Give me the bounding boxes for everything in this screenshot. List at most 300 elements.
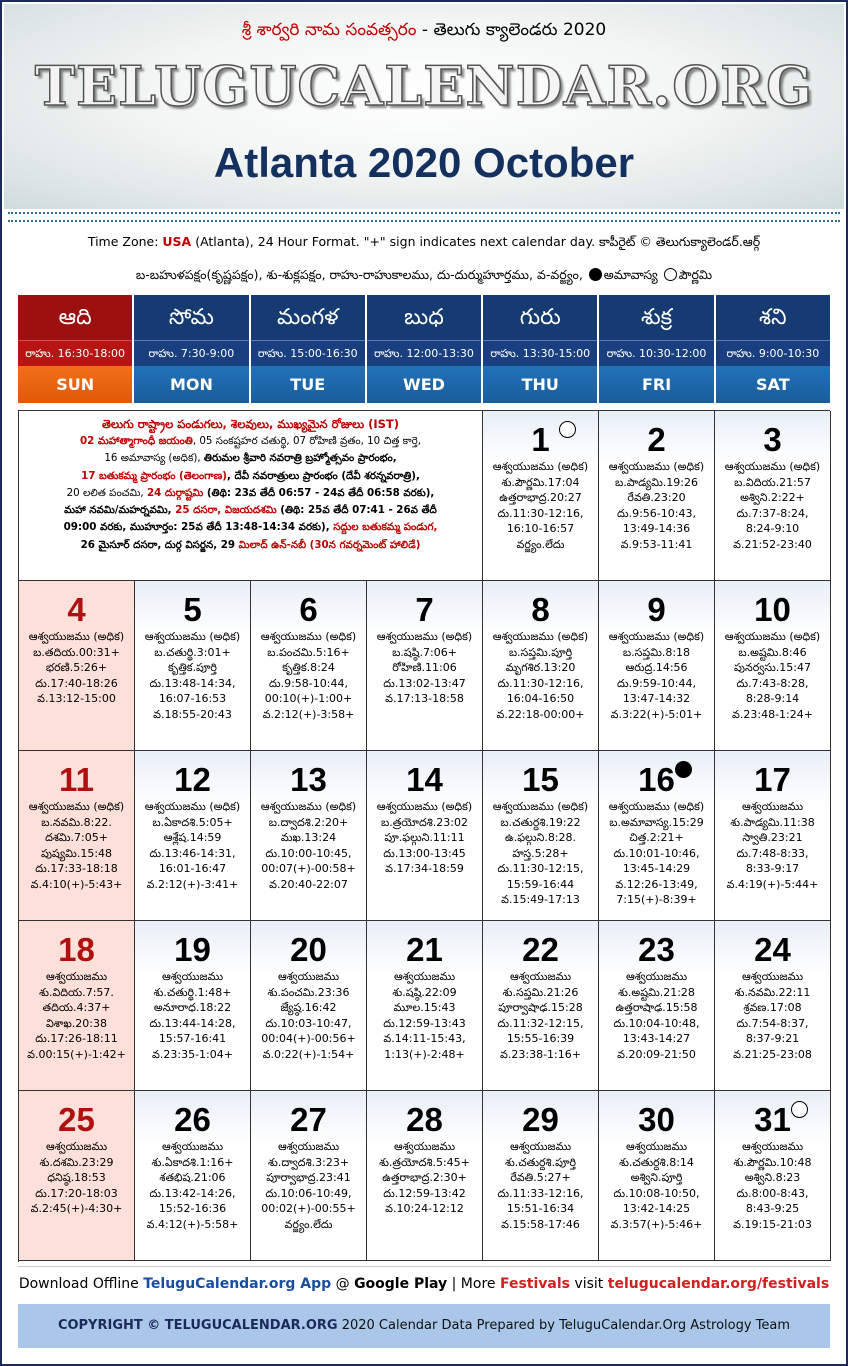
festival-line: [23, 450, 478, 467]
festival-text: , 05 సంకష్టహర చతుర్థి, 07 రోహిణి వ్రతం, 10 చిత్త కార్తె,: [192, 435, 421, 447]
weekday-telugu: శుక్ర: [599, 295, 713, 340]
festival-highlight: 17 బతుకమ్మ ప్రారంభం (తెలంగాణ): [81, 469, 227, 482]
at-sign: @: [331, 1276, 355, 1292]
panchang-line: ఆశ్వయుజము (అధిక): [724, 460, 821, 473]
panchang-line: 16:07-16:53: [158, 692, 227, 705]
separator-text: | More: [447, 1276, 500, 1292]
day-cell: [367, 1091, 483, 1261]
panchang-line: దు.13:02-13:47: [383, 676, 466, 690]
app-link[interactable]: TeluguCalendar.org App: [143, 1276, 332, 1292]
panchang-line: ఆశ్వయుజము (అధిక): [608, 460, 705, 473]
pournami-icon: [559, 421, 576, 438]
panchang-line: దశమి.7:05+: [45, 831, 108, 844]
panchang-line: ఆశ్వయుజము (అధిక): [492, 630, 589, 643]
panchang-line: బ.షష్ఠి.7:06+: [392, 645, 457, 659]
panchang-line: ఆశ్వయుజము: [277, 1140, 340, 1153]
panchang-line: దు.7:54-8:37,: [736, 1016, 809, 1030]
weekday-header: [18, 295, 830, 403]
day-cell: [251, 1091, 367, 1261]
panchang-line: ఆరుద్ర.14:56: [625, 661, 688, 674]
panchang-line: ఆశ్వయుజము (అధిక): [144, 630, 241, 643]
panchang-line: ఉత్తరాభాద్ర.20:27: [499, 491, 582, 504]
day-cell: [135, 921, 251, 1091]
panchang-line: ఉత్తరాషాఢ.15:58: [615, 1001, 698, 1014]
weekday-english: SUN: [18, 366, 132, 403]
panchang-line: 15:55-16:39: [506, 1032, 575, 1045]
panchang-line: ఆశ్వయుజము: [741, 1140, 804, 1153]
panchang-line: కృత్తిక.పూర్తి: [168, 661, 217, 674]
panchang-line: జ్యేష్ఠ.16:42: [280, 1001, 337, 1014]
rahukalam-time: రాహు. 9:00-10:30: [716, 340, 830, 366]
day-number: 10: [754, 591, 791, 628]
festival-line: [23, 433, 478, 450]
panchang-line: శు.షష్ఠి.22:09: [392, 985, 457, 999]
weekday-header-sun: [18, 295, 132, 403]
panchang-line: వ.3:57(+)-5:46+: [610, 1217, 703, 1231]
panchang-line: దు.11:33-12:16,: [497, 1186, 584, 1200]
weekday-english: MON: [134, 366, 248, 403]
copyright-text: COPYRIGHT © TELUGUCALENDAR.ORG: [57, 1318, 338, 1333]
day-cell: [599, 751, 715, 921]
rahukalam-time: రాహు. 10:30-12:00: [599, 340, 713, 366]
panchang-line: దు.9:59-10:44,: [617, 676, 696, 690]
panchang-line: బ.సప్తమి.పూర్తి: [508, 645, 573, 659]
rahukalam-time: రాహు. 16:30-18:00: [18, 340, 132, 366]
weekday-english: SAT: [716, 366, 830, 403]
abbreviation-legend: [2, 264, 846, 286]
panchang-line: దు.13:44-14:28,: [149, 1016, 236, 1030]
panchang-line: శు.పౌర్ణమి.10:48: [733, 1155, 812, 1169]
panchang-line: వర్జ్యం.లేదు: [284, 1217, 333, 1231]
panchang-line: ధనిష్ఠ.18:53: [47, 1171, 106, 1184]
festival-text: (తిథి: 25వ తేదీ 07:41 - 26వ తేదీ: [276, 504, 437, 517]
festivals-link[interactable]: telugucalendar.org/festivals: [607, 1276, 830, 1292]
weekday-english: WED: [367, 366, 481, 403]
panchang-line: 15:52-16:36: [158, 1202, 227, 1215]
festival-line: [23, 519, 478, 536]
weekday-header-wed: [367, 295, 481, 403]
panchang-line: బ.ఏకాదశి.5:05+: [152, 815, 233, 829]
panchang-line: 15:51-16:34: [506, 1202, 575, 1215]
panchang-line: ఆశ్వయుజము (అధిక): [492, 460, 589, 473]
festival-text: 26 మైసూర్ దసరా, దుర్గ విసర్జన, 29: [80, 538, 239, 551]
day-cell: [135, 751, 251, 921]
timezone-note: [2, 232, 846, 252]
day-number: 8: [531, 591, 550, 628]
day-cell: [483, 411, 599, 581]
weekday-header-sat: [716, 295, 830, 403]
panchang-line: శు.నవమి.22:11: [734, 985, 811, 999]
day-number: 26: [174, 1101, 211, 1138]
day-number: 14: [406, 761, 443, 798]
festival-text: 09:00 వరకు, ముహూర్తం: 25వ తేదీ 13:48-14:34 వరకు),: [63, 521, 334, 534]
panchang-line: పూ.ఫల్గుని.11:11: [384, 831, 465, 844]
panchang-line: వ.4:10(+)-5:43+: [30, 877, 123, 891]
panchang-line: ఆశ్లేష.14:59: [163, 831, 222, 844]
panchang-line: శు.దశమి.23:29: [39, 1155, 114, 1169]
day-number: 28: [406, 1101, 443, 1138]
day-number: 25: [58, 1101, 95, 1138]
panchang-line: అశ్విని.8:23: [744, 1171, 801, 1184]
panchang-line: ఆశ్వయుజము: [393, 970, 456, 983]
site-logo: TELUGUCALENDAR.ORG: [34, 54, 814, 118]
weekday-telugu: గురు: [483, 295, 597, 340]
weekday-header-fri: [599, 295, 713, 403]
day-number: 2: [647, 421, 666, 458]
panchang-line: హస్త.5:28+: [512, 846, 569, 860]
visit-text: visit: [570, 1276, 608, 1292]
panchang-line: దు.8:00-8:43,: [736, 1186, 809, 1200]
download-prefix: Download Offline: [18, 1276, 144, 1292]
day-cell: [367, 581, 483, 751]
panchang-line: వ.23:38-1:16+: [500, 1047, 581, 1061]
day-number: 24: [754, 931, 791, 968]
panchang-line: విశాఖ.20:38: [45, 1016, 108, 1030]
panchang-line: వ.00:15(+)-1:42+: [27, 1047, 126, 1061]
panchang-line: శు.పాడ్యమి.11:38: [730, 815, 815, 829]
day-number: 30: [638, 1101, 675, 1138]
panchang-line: ఆశ్వయుజము (అధిక): [608, 800, 705, 813]
panchang-line: 13:45-14:29: [622, 862, 691, 875]
panchang-line: 8:28-9:14: [745, 692, 800, 705]
festival-text: , దేవీ నవరాత్రులు ప్రారంభం (దేవీ శరన్నవరాత్రి),: [226, 469, 420, 482]
panchang-line: వ.15:58-17:46: [501, 1217, 580, 1231]
day-cell: [251, 751, 367, 921]
panchang-line: మఖ.13:24: [280, 831, 337, 844]
panchang-line: దు.17:26-18:11: [35, 1032, 118, 1045]
panchang-line: దు.13:48-14:34,: [149, 676, 236, 690]
day-cell: [367, 921, 483, 1091]
legend-text: బ-బహుళపక్షం(కృష్ణపక్షం), శు-శుక్లపక్షం, రాహు-రాహుకాలము, దు-దుర్ముహూర్తము, వ-వర్జ్యం,: [135, 267, 583, 282]
panchang-line: 13:42-14:25: [622, 1202, 691, 1215]
panchang-line: దు.10:04-10:48,: [613, 1016, 700, 1030]
panchang-line: పూర్వాషాఢ.15:28: [498, 1001, 583, 1014]
festival-line: [23, 485, 478, 502]
panchang-line: రేవతి.5:27+: [510, 1171, 571, 1184]
festival-line: [23, 502, 478, 519]
rahukalam-time: రాహు. 15:00-16:30: [251, 340, 365, 366]
panchang-line: 8:43-9:25: [745, 1202, 800, 1215]
panchang-line: స్వాతి.23:21: [742, 831, 803, 844]
panchang-line: వ.17:34-18:59: [385, 862, 464, 875]
festival-text: 20 లలిత పంచమి,: [66, 486, 147, 499]
festival-highlight: 24 దుర్గాష్టమి: [146, 486, 204, 499]
panchang-line: దు.9:58-10:44,: [269, 676, 348, 690]
day-cell: [715, 751, 831, 921]
day-cell: [483, 581, 599, 751]
legend-pournami: పౌర్ణమి: [678, 267, 713, 282]
panchang-line: వ.20:09-21:50: [617, 1047, 696, 1061]
day-cell: [715, 921, 831, 1091]
panchang-line: దు.10:00-10:45,: [265, 846, 352, 860]
weekday-telugu: సోమ: [134, 295, 248, 340]
day-cell: [715, 581, 831, 751]
day-number: 7: [415, 591, 434, 628]
panchang-line: అశ్విని.2:22+: [740, 491, 805, 504]
panchang-line: 13:49-14:36: [622, 522, 691, 535]
panchang-line: 1:13(+)-2:48+: [384, 1047, 465, 1061]
weekday-telugu: బుధ: [367, 295, 481, 340]
panchang-line: 7:15(+)-8:39+: [616, 893, 697, 906]
weekday-english: FRI: [599, 366, 713, 403]
panchang-line: అనూరాధ.18:22: [153, 1001, 232, 1014]
samvatsaram-name: శ్రీ శార్వరి నామ సంవత్సరం: [241, 20, 417, 40]
panchang-line: బ.ద్వాదశి.2:20+: [268, 815, 349, 829]
panchang-line: బ.పంచమి.5:16+: [267, 645, 350, 659]
festival-highlight: 25 దసరా, విజయదశమి: [175, 504, 277, 517]
panchang-line: ఆశ్వయుజము: [277, 970, 340, 983]
panchang-line: దు.7:43-8:28,: [736, 676, 809, 690]
day-cell: [715, 411, 831, 581]
panchang-line: బ.చతుర్థి.3:01+: [154, 645, 231, 659]
panchang-line: పుష్యమి.15:48: [40, 846, 113, 860]
google-play-link[interactable]: Google Play: [354, 1276, 448, 1292]
panchang-line: ఆశ్వయుజము (అధిక): [260, 800, 357, 813]
panchang-line: వ.10:24-12:12: [385, 1202, 464, 1215]
pournami-icon: [791, 1101, 808, 1118]
festival-text: (తిథి: 23వ తేదీ 06:57 - 24వ తేదీ 06:58 వరకు),: [203, 486, 435, 499]
rahukalam-time: రాహు. 7:30-9:00: [134, 340, 248, 366]
panchang-line: శు.చతుర్థి.1:48+: [153, 985, 232, 999]
legend-amavasya: అమావాస్య: [603, 267, 658, 282]
panchang-line: ఆశ్వయుజము: [509, 1140, 572, 1153]
amavasya-icon: [675, 761, 692, 778]
panchang-line: బ.విదియ.21:57: [734, 475, 811, 489]
panchang-line: ఆశ్వయుజము: [625, 970, 688, 983]
panchang-line: దు.11:30-12:16,: [497, 506, 584, 520]
panchang-line: వ.15:49-17:13: [501, 893, 580, 906]
panchang-line: బ.తదియ.00:31+: [33, 645, 120, 659]
panchang-line: శు.చతుర్దశి.8:14: [619, 1155, 694, 1169]
festival-text: మహా నవమి/మహర్నవమి,: [64, 504, 176, 517]
panchang-line: ఉ.ఫల్గుని.8:28.: [504, 831, 577, 844]
panchang-line: దు.7:48-8:33,: [736, 846, 809, 860]
panchang-line: ఆశ్వయుజము: [45, 1140, 108, 1153]
panchang-line: వ.17:13-18:58: [385, 692, 464, 705]
prepared-by-text: 2020 Calendar Data Prepared by TeluguCalendar.Org Astrology Team: [337, 1318, 791, 1333]
panchang-line: దు.13:00-13:45: [383, 846, 466, 860]
festival-title: తెలుగు రాష్ట్రాల పండుగలు, శెలవులు, ముఖ్యమైన రోజులు (IST): [101, 417, 400, 431]
panchang-line: శు.ఏకాదశి.1:16+: [151, 1155, 234, 1169]
panchang-line: ఆశ్వయుజము (అధిక): [376, 630, 473, 643]
panchang-line: వ.4:12(+)-5:58+: [146, 1217, 239, 1231]
panchang-line: వ.18:55-20:43: [153, 707, 232, 721]
panchang-line: శు.ద్వాదశి.3:23+: [267, 1155, 350, 1169]
day-number: 29: [522, 1101, 559, 1138]
panchang-line: ఆశ్వయుజము: [509, 970, 572, 983]
day-cell: [599, 921, 715, 1091]
panchang-line: 16:10-16:57: [506, 522, 575, 535]
day-number: 1: [531, 421, 550, 458]
panchang-line: 8:24-9:10: [745, 522, 800, 535]
festival-highlight: సద్దుల బతుకమ్మ పండుగ,: [333, 521, 438, 534]
panchang-line: శు.పౌర్ణమి.17:04: [501, 475, 580, 489]
day-cell: [251, 581, 367, 751]
panchang-line: ఆశ్వయుజము: [161, 970, 224, 983]
panchang-line: శ్రవణ.17:08: [743, 1001, 802, 1014]
panchang-line: అశ్విని.పూర్తి: [630, 1171, 683, 1184]
panchang-line: 13:47-14:32: [622, 692, 691, 705]
panchang-line: శతభిష.21:06: [159, 1171, 226, 1184]
festivals-label: Festivals: [499, 1276, 570, 1292]
panchang-line: దు.17:40-18:26: [35, 676, 118, 690]
panchang-line: వర్జ్యం.లేదు: [516, 537, 565, 551]
panchang-line: వ.20:40-22:07: [269, 877, 348, 891]
day-cell: [19, 921, 135, 1091]
panchang-line: ఆశ్వయుజము: [625, 1140, 688, 1153]
rahukalam-time: రాహు. 13:30-15:00: [483, 340, 597, 366]
timezone-country: USA: [162, 234, 192, 249]
festival-line: [23, 537, 478, 554]
panchang-line: బ.త్రయోదశి.23:02: [381, 815, 468, 829]
panchang-line: బ.అష్టమి.8:46: [738, 645, 807, 659]
panchang-line: వ.13:12-15:00: [37, 692, 116, 705]
day-number: 19: [174, 931, 211, 968]
panchang-line: వ.2:12(+)-3:58+: [262, 707, 355, 721]
panchang-line: వ.23:35-1:04+: [152, 1047, 233, 1061]
panchang-line: దు.10:01-10:46,: [613, 846, 700, 860]
festival-box: [19, 411, 483, 581]
panchang-line: శు.పంచమి.23:36: [267, 985, 350, 999]
day-cell: [715, 1091, 831, 1261]
amavasya-icon: [589, 268, 602, 281]
day-number: 18: [58, 931, 95, 968]
panchang-line: ఆశ్వయుజము (అధిక): [260, 630, 357, 643]
panchang-line: దు.9:56-10:43,: [617, 506, 696, 520]
day-number: 20: [290, 931, 327, 968]
day-cell: [19, 581, 135, 751]
weekday-english: THU: [483, 366, 597, 403]
panchang-line: ఆశ్వయుజము (అధిక): [608, 630, 705, 643]
festival-highlight: తిరుమల శ్రీవారి నవరాత్రి బ్రహ్మోత్సవం ప్రారంభం,: [203, 452, 397, 465]
panchang-line: ఆశ్వయుజము (అధిక): [724, 630, 821, 643]
panchang-line: 8:37-9:21: [745, 1032, 800, 1045]
panchang-line: 16:04-16:50: [506, 692, 575, 705]
day-cell: [483, 751, 599, 921]
weekday-header-tue: [251, 295, 365, 403]
panchang-line: శు.త్రయోదశి.5:45+: [379, 1155, 470, 1169]
day-cell: [599, 1091, 715, 1261]
day-cell: [19, 751, 135, 921]
panchang-line: 00:10(+)-1:00+: [264, 692, 353, 705]
day-cell: [599, 581, 715, 751]
day-cell: [367, 751, 483, 921]
copyright-bar: [18, 1304, 830, 1348]
subtitle-rest: - తెలుగు క్యాలెండరు 2020: [416, 20, 607, 40]
panchang-line: దు.17:33-18:18: [35, 862, 118, 875]
weekday-header-thu: [483, 295, 597, 403]
panchang-line: ఆశ్వయుజము (అధిక): [28, 630, 125, 643]
panchang-line: దు.10:03-10:47,: [265, 1016, 352, 1030]
panchang-line: ఆశ్వయుజము (అధిక): [28, 800, 125, 813]
panchang-line: దు.12:59-13:42: [383, 1186, 466, 1200]
page-title: Atlanta 2020 October: [213, 139, 635, 186]
panchang-line: శు.విదియ.7:57.: [39, 985, 114, 999]
festival-line: [23, 468, 478, 485]
panchang-line: ఆశ్వయుజము: [741, 800, 804, 813]
panchang-line: ఆశ్వయుజము (అధిక): [376, 800, 473, 813]
panchang-line: దు.11:32-12:15,: [497, 1016, 584, 1030]
panchang-line: రోహిణి.11:06: [392, 661, 457, 674]
panchang-line: ఉత్తరాభాద్ర.2:30+: [382, 1171, 467, 1184]
panchang-line: వ.4:19(+)-5:44+: [726, 877, 819, 891]
panchang-line: దు.13:42-14:26,: [149, 1186, 236, 1200]
day-number: 23: [638, 931, 675, 968]
panchang-line: వ.3:22(+)-5:01+: [610, 707, 703, 721]
day-number: 11: [59, 761, 94, 798]
panchang-line: ఆశ్వయుజము: [393, 1140, 456, 1153]
day-number: 15: [522, 761, 559, 798]
panchang-line: పునర్వసు.15:47: [734, 661, 811, 674]
day-cell: [483, 921, 599, 1091]
panchang-line: బ.పాడ్యమి.19:26: [615, 475, 698, 489]
day-number: 31: [754, 1101, 791, 1138]
panchang-line: 16:01-16:47: [158, 862, 227, 875]
download-banner: [18, 1266, 830, 1300]
panchang-line: శు.చతుర్దశి.పూర్తి: [504, 1155, 577, 1169]
panchang-line: బ.నవమి.8:22.: [41, 815, 112, 829]
panchang-line: రేవతి.23:20: [627, 491, 686, 504]
day-cell: [19, 1091, 135, 1261]
panchang-line: చిత్త.2:21+: [629, 831, 684, 844]
rahukalam-time: రాహు. 12:00-13:30: [367, 340, 481, 366]
panchang-line: వ.23:48-1:24+: [732, 707, 813, 721]
day-number: 16: [638, 761, 675, 798]
panchang-line: వ.2:12(+)-3:41+: [146, 877, 239, 891]
day-number: 6: [299, 591, 318, 628]
panchang-line: ఆశ్వయుజము (అధిక): [144, 800, 241, 813]
day-cell: [483, 1091, 599, 1261]
weekday-telugu: మంగళ: [251, 295, 365, 340]
panchang-line: వ.2:45(+)-4:30+: [30, 1202, 123, 1215]
day-cell: [135, 581, 251, 751]
panchang-line: వ.19:15-21:03: [733, 1217, 812, 1231]
day-number: 3: [763, 421, 782, 458]
day-number: 17: [754, 761, 791, 798]
weekday-telugu: శని: [716, 295, 830, 340]
panchang-line: ఆశ్వయుజము: [161, 1140, 224, 1153]
panchang-line: కృత్తిక.8:24: [282, 661, 335, 674]
panchang-line: వ.14:11-15:43,: [383, 1032, 466, 1045]
weekday-telugu: ఆది: [18, 295, 132, 340]
day-number: 4: [67, 591, 86, 628]
panchang-line: వ.21:25-23:08: [733, 1047, 812, 1061]
panchang-line: వ.22:18-00:00+: [496, 707, 585, 721]
panchang-line: శు.అష్టమి.21:28: [618, 985, 695, 999]
panchang-line: ఆశ్వయుజము (అధిక): [492, 800, 589, 813]
panchang-line: పూర్వాభాద్ర.23:41: [266, 1171, 351, 1184]
day-number: 21: [406, 931, 443, 968]
day-number: 22: [522, 931, 559, 968]
panchang-line: దు.10:08-10:50,: [613, 1186, 700, 1200]
panchang-line: మూల.15:43: [393, 1001, 456, 1014]
calendar-grid: [18, 410, 830, 1262]
weekday-english: TUE: [251, 366, 365, 403]
day-number: 9: [647, 591, 666, 628]
panchang-line: మృగశిర.13:20: [505, 661, 576, 674]
timezone-rest: (Atlanta), 24 Hour Format. "+" sign indicates next calendar day. కాపీరైట్ © తెలుగుక్యాలెండర్.ఆర్గ్: [191, 234, 761, 249]
panchang-line: వ.0:22(+)-1:54+: [262, 1047, 355, 1061]
pournami-icon: [664, 268, 677, 281]
panchang-line: ఆశ్వయుజము: [45, 970, 108, 983]
decorative-border: [8, 212, 840, 222]
panchang-line: శు.సప్తమి.21:26: [502, 985, 579, 999]
festival-text: 16 అమావాస్య (అధిక),: [104, 452, 204, 465]
day-number: 12: [174, 761, 211, 798]
festival-highlight: 02 మహాత్మాగాంధీ జయంతి: [80, 435, 193, 447]
panchang-line: భరణి.5:26+: [45, 661, 108, 674]
panchang-line: 00:04(+)-00:56+: [261, 1032, 356, 1045]
